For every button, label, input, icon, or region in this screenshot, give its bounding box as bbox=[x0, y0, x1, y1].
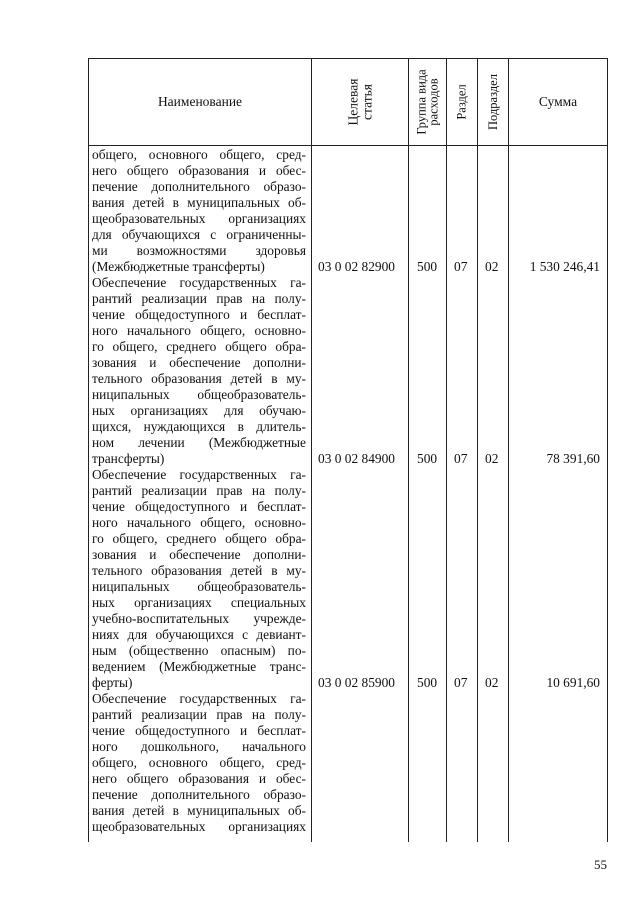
row-2-section: 07 bbox=[454, 451, 468, 466]
header-amount-label: Сумма bbox=[538, 93, 578, 109]
row-2-group: 500 bbox=[417, 451, 438, 466]
row-1-line-7: ми возможностями здоровья bbox=[92, 243, 306, 258]
row-4-line-2: рантий реализации прав на полу- bbox=[92, 707, 306, 722]
row-2-line-3: чение общедоступного и бесплат- bbox=[92, 307, 306, 322]
row-3-amount: 10 691,60 bbox=[546, 675, 600, 690]
header-expense-group-line1: Группа вида bbox=[414, 68, 429, 135]
row-1-line-4: вания детей в муниципальных об- bbox=[92, 195, 306, 210]
row-2-amount: 78 391,60 bbox=[546, 451, 600, 466]
description-column bbox=[92, 147, 306, 835]
row-2-line-10: щихся, нуждающихся в длитель- bbox=[92, 419, 306, 434]
row-2-line-12: трансферты) bbox=[92, 451, 165, 466]
row-1-group: 500 bbox=[417, 259, 438, 274]
header-target-article-line2: статья bbox=[359, 83, 374, 120]
row-3-line-11: ниях для обучающихся с девиант- bbox=[92, 627, 306, 642]
header-name bbox=[89, 58, 311, 145]
row-3-code: 03 0 02 85900 bbox=[318, 675, 395, 690]
header-target-article bbox=[312, 58, 408, 145]
header-subsection bbox=[478, 58, 508, 145]
row-3-line-8: ниципальных общеобразователь- bbox=[92, 579, 306, 594]
col-border-section bbox=[477, 58, 478, 842]
row-4-line-8: вания детей в муниципальных об- bbox=[92, 803, 306, 818]
row-1-line-8: (Межбюджетные трансферты) bbox=[92, 259, 265, 274]
header-subsection-label: Подраздел bbox=[486, 73, 500, 130]
col-border-group bbox=[446, 58, 447, 842]
row-3-line-3: чение общедоступного и бесплат- bbox=[92, 499, 306, 514]
row-4-line-5: общего, основного общего, сред- bbox=[92, 755, 306, 770]
row-2-line-7: тельного образования детей в му- bbox=[92, 371, 306, 386]
row-2-line-6: зования и обеспечение дополни- bbox=[92, 355, 306, 370]
row-3-line-4: ного начального общего, основно- bbox=[92, 515, 306, 530]
page-number: 55 bbox=[594, 857, 607, 872]
row-3-line-1: Обеспечение государственных га- bbox=[92, 467, 306, 482]
header-expense-group-line2: расходов bbox=[426, 77, 441, 126]
row-1-line-1: общего, основного общего, сред- bbox=[92, 147, 306, 162]
row-3-line-6: зования и обеспечение дополни- bbox=[92, 547, 306, 562]
header-amount bbox=[509, 58, 607, 145]
row-3-group: 500 bbox=[417, 675, 438, 690]
row-2-line-1: Обеспечение государственных га- bbox=[92, 275, 306, 290]
row-3-line-7: тельного образования детей в му- bbox=[92, 563, 306, 578]
header-bottom-border bbox=[88, 145, 608, 146]
row-1-line-6: для обучающихся с ограниченны- bbox=[92, 227, 306, 242]
row-2-line-4: ного начального общего, основно- bbox=[92, 323, 306, 338]
row-2-subsection: 02 bbox=[485, 451, 499, 466]
row-3-line-9: ных организациях специальных bbox=[92, 595, 306, 610]
row-4-line-1: Обеспечение государственных га- bbox=[92, 691, 306, 706]
row-2-line-9: ных организациях для обучаю- bbox=[92, 403, 306, 418]
col-border-subsection bbox=[508, 58, 509, 842]
row-3-line-2: рантий реализации прав на полу- bbox=[92, 483, 306, 498]
col-border-name bbox=[311, 58, 312, 842]
row-1-code: 03 0 02 82900 bbox=[318, 259, 395, 274]
row-2-line-2: рантий реализации прав на полу- bbox=[92, 291, 306, 306]
row-3-line-12: ным (общественно опасным) по- bbox=[92, 643, 306, 658]
row-3-line-14: ферты) bbox=[92, 675, 133, 690]
row-1-line-3: печение дополнительного образо- bbox=[92, 179, 306, 194]
row-1-amount: 1 530 246,41 bbox=[529, 259, 600, 274]
header-expense-group bbox=[409, 58, 446, 145]
col-border-code bbox=[408, 58, 409, 842]
row-4-line-3: чение общедоступного и бесплат- bbox=[92, 723, 306, 738]
row-3-section: 07 bbox=[454, 675, 468, 690]
row-1-line-2: него общего образования и обес- bbox=[92, 163, 306, 178]
col-border-right bbox=[607, 58, 608, 842]
header-section-label: Раздел bbox=[455, 83, 470, 120]
row-3-subsection: 02 bbox=[485, 675, 499, 690]
row-2-line-5: го общего, среднего общего обра- bbox=[92, 339, 306, 354]
row-3-line-13: ведением (Межбюджетные транс- bbox=[92, 659, 306, 674]
row-4-line-7: печение дополнительного образо- bbox=[92, 787, 306, 802]
col-border-left bbox=[88, 58, 89, 842]
row-4-line-6: него общего образования и обес- bbox=[92, 771, 306, 786]
header-section bbox=[447, 58, 477, 145]
header-name-label: Наименование bbox=[157, 93, 243, 109]
row-4-line-9: щеобразовательных организациях bbox=[92, 819, 306, 834]
row-2-line-11: ном лечении (Межбюджетные bbox=[92, 435, 306, 450]
row-3-line-5: го общего, среднего общего обра- bbox=[92, 531, 306, 546]
row-2-line-8: ниципальных общеобразователь- bbox=[92, 387, 306, 402]
row-3-line-10: учебно-воспитательных учрежде- bbox=[92, 611, 306, 626]
row-4-line-4: ного дошкольного, начального bbox=[92, 739, 306, 754]
row-1-subsection: 02 bbox=[485, 259, 499, 274]
row-1-section: 07 bbox=[454, 259, 468, 274]
header-target-article-line1: Целевая bbox=[345, 78, 360, 125]
row-2-code: 03 0 02 84900 bbox=[318, 451, 395, 466]
row-1-line-5: щеобразовательных организациях bbox=[92, 211, 306, 226]
